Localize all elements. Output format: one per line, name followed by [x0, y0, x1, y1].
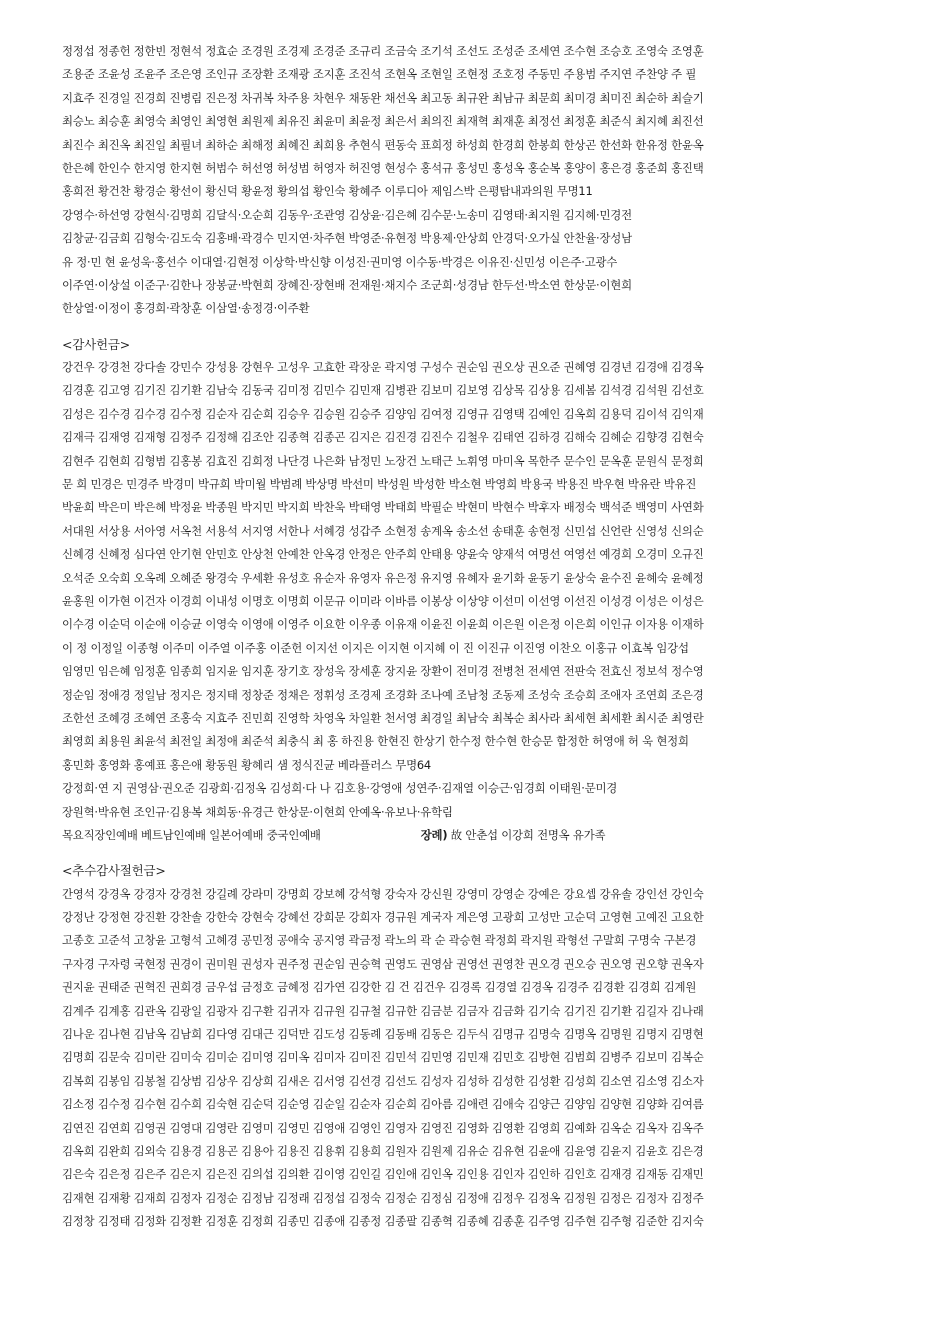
thanks-donor-line: 김재극 김재영 김재형 김정주 김정해 김조안 김종혁 김종곤 김지은 김진경 김진수 김철우 김태연 김하경 김해숙 김혜순 김향경 김현숙 — [62, 430, 704, 445]
donor-line: 김창균·김금희 김형숙·김도숙 김홍배·곽경수 민지연·차주현 박영준·유현정 박용제·안상희 안경덕·오가실 안찬율·장성남 — [62, 231, 632, 246]
donor-line: 유 정·민 현 윤성욱·홍선수 이대열·김현정 이상학·박신향 이성진·권미영 이수동·박경은 이유진·신민성 이은주·고광수 — [62, 254, 618, 269]
offering-list-page — [62, 40, 882, 1234]
thanks-donor-line: 강정희·연 지 권영삼·권오준 김광희·김정옥 김성희·다 나 김호용·강영애 성연주·김재열 이승근·임경희 이태원·문미경 — [62, 781, 618, 796]
thanks-offering-last-line — [62, 824, 882, 847]
harvest-offering-heading: <추수감사절헌금> — [62, 863, 166, 879]
thanks-donor-line: 장원혁·박유현 조인규·김용복 채희동·유경근 한상문·이현희 안예옥·유보나·유학림 — [62, 804, 453, 819]
thanks-donor-line: 서대원 서상용 서아영 서옥천 서용석 서지영 서한나 서혜경 성갑주 소현정 송계옥 송소선 송태훈 송현정 신민섭 신언란 신영성 신의순 — [62, 523, 704, 538]
donor-line: 한은혜 한인수 한지영 한지현 허범수 허선영 허성범 허영자 허진영 현성수 홍석규 홍성민 홍성옥 홍순복 홍양이 홍은경 홍준희 홍진택 — [62, 160, 704, 175]
donor-line: 한상열·이정이 홍경희·곽창훈 이삼열·송정경·이주환 — [62, 301, 310, 316]
thanks-donor-line: 강건우 강경천 강다솔 강민수 강성용 강현우 고성우 고효한 곽장운 곽지영 구성수 권순임 권오상 권오준 권혜영 김경년 김경애 김경옥 — [62, 360, 704, 375]
thanks-donor-line: 김현주 김현희 김형범 김홍봉 김효진 김희정 나단경 나은화 남정민 노장건 노태근 노휘영 마미옥 목한주 문수인 문옥훈 문원식 문정희 — [62, 453, 704, 468]
thanks-donor-line: 오석준 오숙희 오옥례 오혜준 왕경숙 우세환 유성호 유순자 유영자 유은정 유지영 유혜자 윤기화 윤동기 윤상숙 윤수진 윤혜숙 윤혜정 — [62, 570, 704, 585]
donor-line: 지효주 진경일 진경희 진병림 진은정 차귀복 차주용 차현우 채동완 채선옥 최고동 최규완 최남규 최문희 최미경 최미진 최순하 최슬기 — [62, 90, 704, 105]
harvest-donor-line: 김소정 김수정 김수현 김수희 김숙현 김순덕 김순영 김순일 김순자 김순희 김아름 김애련 김애숙 김양근 김양임 김양현 김양화 김여름 — [62, 1097, 704, 1112]
thanks-donor-line: 문 희 민경은 민경주 박경미 박규희 박미월 박범례 박상명 박선미 박성원 박성한 박소현 박영희 박용국 박용진 박우현 박유란 박유진 — [62, 477, 697, 492]
thanks-donor-line: 홍민화 홍영화 홍예표 홍은애 황동원 황혜리 샘 정식진균 베라플러스 무명64 — [62, 757, 431, 772]
donor-line: 강영수·하선영 강현식·김명희 김달식·오순희 김동우·조관영 김상윤·김은혜 김수문·노송미 김영태·최지원 김지혜·민경전 — [62, 207, 632, 222]
harvest-donor-line: 구자경 구자령 국현정 권경이 권미원 권성자 권주정 권순임 권승혁 권영도 권영삼 권영선 권영찬 권오경 권오승 권오영 권오향 권옥자 — [62, 956, 704, 971]
harvest-donor-line: 김복희 김봉임 김봉철 김상범 김상우 김상희 김새온 김서영 김선경 김선도 김성자 김성하 김성한 김성환 김성희 김소연 김소영 김소자 — [62, 1073, 704, 1088]
thanks-donor-line: 김경훈 김고영 김기진 김기환 김남숙 김동국 김미정 김민수 김민재 김병관 김보미 김보영 김상목 김상용 김세봄 김석경 김석원 김선호 — [62, 383, 704, 398]
thanks-donor-line: 임영민 임은혜 임정훈 임종희 임지윤 임지훈 장기호 장성욱 장세훈 장지윤 장환이 전미경 전병천 전세연 전판숙 전효신 정보석 정수영 — [62, 664, 704, 679]
funeral-note-text: 故 안춘섭 이강희 전명옥 유가족 — [450, 827, 606, 842]
funeral-note-label: 장례) — [420, 827, 448, 842]
thanks-donor-line: 최영희 최용원 최윤석 최전일 최정애 최준석 최충식 최 홍 하진용 한현진 한상기 한수정 한수현 한승문 함정한 허영애 허 욱 현정희 — [62, 734, 689, 749]
service-groups: 목요직장인예배 베트남인예배 일본어예배 중국인예배 — [62, 827, 321, 842]
harvest-donor-line: 김연진 김연희 김영권 김영대 김영란 김영미 김영민 김영애 김영인 김영자 김영진 김영화 김영환 김영희 김예화 김옥순 김옥자 김옥주 — [62, 1120, 704, 1135]
donor-line: 정정섭 정종헌 정한빈 정현석 정효순 조경원 조경제 조경준 조규리 조금숙 조기석 조선도 조성준 조세연 조수현 조승호 조영숙 조영훈 — [62, 44, 704, 58]
harvest-donor-line: 간영석 강경옥 강경자 강경천 강길례 강라미 강명희 강보혜 강석형 강숙자 강신원 강영미 강영순 강예은 강요셉 강유솔 강인선 강인숙 — [62, 886, 704, 901]
harvest-donor-line: 김옥희 김완희 김외숙 김용경 김용곤 김용아 김용진 김용휘 김용희 김원자 김원제 김유순 김유현 김윤애 김윤영 김윤지 김윤호 김은경 — [62, 1143, 704, 1158]
harvest-donor-line: 권지윤 권태준 권혁진 권희경 금우섭 금정호 금혜정 김가연 김강한 김 건 김건우 김경록 김경열 김경옥 김경주 김경환 김경희 김계원 — [62, 980, 697, 995]
thanks-donor-line: 윤홍원 이가현 이건자 이경희 이내성 이명호 이명희 이문규 이미라 이바름 이봉상 이상양 이선미 이선영 이선진 이성경 이성은 이성은 — [62, 593, 704, 608]
thanks-donor-line: 이 정 이정일 이종형 이주미 이주열 이주홍 이준헌 이지선 이지은 이지현 이지혜 이 진 이진규 이진영 이찬오 이홍규 이효복 임강섭 — [62, 640, 689, 655]
harvest-donor-line: 김은숙 김은정 김은주 김은지 김은진 김의섭 김의환 김이영 김인길 김인애 김인옥 김인용 김인자 김인하 김인호 김재경 김재동 김재민 — [62, 1167, 704, 1182]
harvest-donor-line: 김명희 김문숙 김미란 김미숙 김미순 김미영 김미옥 김미자 김미진 김민석 김민영 김민재 김민호 김방현 김범희 김병주 김보미 김복순 — [62, 1050, 704, 1065]
donor-line: 이주연·이상설 이준구·김한나 장봉균·박현희 장혜진·장현배 전재원·채지수 조군희·성경남 한두선·박소연 한상문·이현희 — [62, 277, 632, 292]
thanks-donor-line: 박윤희 박은미 박은혜 박정윤 박종원 박지민 박지희 박찬욱 박태영 박태희 박필순 박현미 박현수 박후자 배정숙 백석준 백영미 사연화 — [62, 500, 704, 515]
harvest-donor-line: 김정창 김정태 김정화 김정환 김정훈 김정희 김종민 김종애 김종정 김종팔 김종혁 김종혜 김종훈 김주영 김주현 김주형 김준한 김지숙 — [62, 1214, 704, 1229]
donor-line: 조용준 조윤성 조윤주 조은영 조인규 조장환 조재광 조지훈 조진석 조현옥 조현일 조현정 조호정 주동민 주용범 주지연 주찬양 주 필 — [62, 67, 697, 82]
harvest-donor-line: 김나운 김나현 김남옥 김남희 김다영 김대근 김덕만 김도성 김동례 김동배 김동은 김두식 김명규 김명숙 김명옥 김명원 김명지 김명현 — [62, 1027, 704, 1042]
funeral-note — [421, 824, 606, 847]
donor-list-section — [62, 40, 882, 321]
thanks-offering-heading: <감사헌금> — [62, 336, 131, 352]
harvest-donor-line: 고종호 고준석 고창윤 고형석 고혜경 공민정 공애숙 공지영 곽금정 곽노의 곽 순 곽승현 곽정희 곽지원 곽형선 구말희 구명숙 구본경 — [62, 933, 697, 948]
thanks-donor-line: 김성은 김수경 김수경 김수정 김순자 김순희 김승우 김승원 김승주 김양임 김여정 김영규 김영택 김예인 김옥희 김용덕 김이석 김익재 — [62, 406, 704, 421]
donor-line: 홍희전 황건찬 황경순 황선이 황신덕 황윤정 황의섭 황인숙 황혜주 이루디아 제임스박 은평탐내과의원 무명11 — [62, 184, 593, 199]
thanks-offering-list — [62, 356, 882, 824]
thanks-donor-line: 정순임 정애경 정일남 정지은 정지태 정창준 정채은 정휘성 조경제 조경화 조나예 조남청 조동제 조성숙 조승희 조애자 조연희 조은경 — [62, 687, 704, 702]
harvest-donor-line: 김재현 김재황 김재희 김정자 김정순 김정남 김정래 김정섭 김정숙 김정순 김정심 김정애 김정우 김정옥 김정원 김정은 김정자 김정주 — [62, 1190, 704, 1205]
donor-line: 최진수 최진옥 최진일 최필녀 최하순 최해정 최혜진 최희용 추현식 편동숙 표희정 하성희 한경희 한봉희 한상곤 한선화 한유정 한윤옥 — [62, 137, 704, 152]
harvest-donor-line: 강정난 강정현 강진환 강찬솔 강한숙 강현숙 강혜선 강희문 강희자 경규원 계국자 계은영 고광희 고성만 고순덕 고영현 고예진 고요한 — [62, 910, 704, 925]
thanks-donor-line: 이수경 이순덕 이순애 이승균 이영숙 이영애 이영주 이요한 이우종 이유재 이윤진 이윤희 이은원 이은정 이은희 이인규 이자용 이재하 — [62, 617, 704, 632]
thanks-donor-line: 신혜경 신혜정 심다연 안기현 안민호 안상천 안예찬 안옥경 안정은 안주희 안태용 양윤숙 양재석 여명선 여영선 예경희 오경미 오규진 — [62, 547, 704, 562]
harvest-offering-list — [62, 883, 882, 1234]
thanks-donor-line: 조한선 조혜경 조혜연 조홍숙 지효주 진민희 진영학 차영옥 차일환 천서영 최경일 최남숙 최복순 최사라 최세현 최세환 최시준 최영란 — [62, 710, 704, 725]
harvest-donor-line: 김계주 김계홍 김관옥 김광일 김광자 김구환 김귀자 김규원 김규철 김규한 김금분 김금자 김금화 김기숙 김기진 김기환 김길자 김나래 — [62, 1003, 704, 1018]
donor-line: 최승노 최승훈 최영숙 최영인 최영현 최원제 최유진 최윤미 최윤정 최은서 최의진 최재혁 최재훈 최정선 최정훈 최준식 최지혜 최진선 — [62, 114, 704, 129]
